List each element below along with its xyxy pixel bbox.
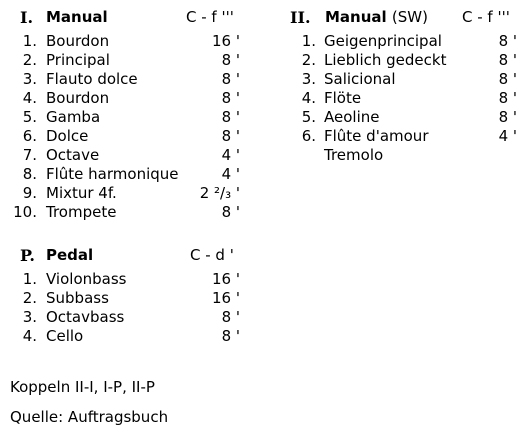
manual-2-stop-list	[270, 32, 525, 165]
stop-number: 2.	[22, 51, 37, 69]
stop-number: 1.	[301, 32, 316, 50]
stop-row	[0, 203, 245, 222]
stop-number: 4.	[301, 89, 316, 107]
pedal-division	[0, 246, 245, 346]
stop-row	[0, 146, 245, 165]
manual-1-header	[0, 8, 245, 27]
stop-number-box	[270, 32, 316, 51]
couplers-text: Koppeln II-I, I-P, II-P	[10, 378, 155, 396]
stop-row	[0, 289, 245, 308]
pedal-stop-list	[0, 270, 245, 346]
stop-pitch: 8 '	[221, 108, 240, 126]
stop-name: Geigenprincipal	[324, 32, 442, 50]
manual-2-division	[270, 8, 525, 165]
manual-2-name-text: Manual	[325, 8, 387, 26]
stop-pitch: 16 '	[212, 270, 240, 288]
stop-name: Subbass	[46, 289, 109, 307]
stop-row	[270, 146, 525, 165]
stop-pitch: 8 '	[221, 51, 240, 69]
stop-number-box	[0, 327, 37, 346]
stop-number: 5.	[301, 108, 316, 126]
stop-pitch: 8 '	[498, 51, 517, 69]
stop-row	[0, 70, 245, 89]
stop-pitch: 8 '	[221, 203, 240, 221]
stop-number: 10.	[13, 203, 37, 221]
stop-row	[270, 70, 525, 89]
stop-row	[270, 32, 525, 51]
stop-pitch: 8 '	[221, 89, 240, 107]
stop-pitch: 8 '	[498, 32, 517, 50]
manual-2-numeral: II.	[290, 8, 311, 27]
stop-number: 4.	[22, 327, 37, 345]
stop-number: 9.	[22, 184, 37, 202]
stop-pitch: 8 '	[221, 70, 240, 88]
stop-pitch: 8 '	[498, 70, 517, 88]
stop-pitch: 2 ²/₃ '	[199, 184, 240, 202]
manual-2-name	[325, 8, 428, 27]
stop-pitch: 16 '	[212, 32, 240, 50]
stop-row	[0, 184, 245, 203]
stop-row	[0, 51, 245, 70]
stop-name: Flauto dolce	[46, 70, 138, 88]
stop-number-box	[0, 289, 37, 308]
stop-number: 7.	[22, 146, 37, 164]
stop-number-box	[0, 308, 37, 327]
stop-number: 8.	[22, 165, 37, 183]
stop-number: 1.	[22, 270, 37, 288]
stop-number-box	[270, 127, 316, 146]
stop-number-box	[0, 127, 37, 146]
stop-number-box	[270, 51, 316, 70]
stop-pitch: 8 '	[221, 308, 240, 326]
stop-name: Bourdon	[46, 32, 110, 50]
stop-row	[0, 327, 245, 346]
stop-row	[270, 108, 525, 127]
stop-row	[0, 270, 245, 289]
stop-name: Flûte harmonique	[46, 165, 179, 183]
stop-row	[0, 308, 245, 327]
stop-number: 3.	[301, 70, 316, 88]
manual-2-range: C - f '''	[462, 8, 510, 26]
stop-row	[270, 51, 525, 70]
stop-name: Aeoline	[324, 108, 380, 126]
manual-2-swell-label: (SW)	[391, 8, 428, 26]
stop-pitch: 4 '	[221, 165, 240, 183]
stop-number-box	[0, 165, 37, 184]
stop-number-box	[0, 146, 37, 165]
stop-number-box	[0, 51, 37, 70]
stop-number-box	[0, 89, 37, 108]
stop-row	[0, 127, 245, 146]
stop-number: 3.	[22, 308, 37, 326]
manual-1-numeral: I.	[20, 8, 34, 27]
manual-1-division	[0, 8, 245, 222]
stop-number: 2.	[301, 51, 316, 69]
manual-2-header	[270, 8, 525, 27]
stop-number: 6.	[22, 127, 37, 145]
stop-number-box	[0, 270, 37, 289]
stop-name: Lieblich gedeckt	[324, 51, 447, 69]
stop-name: Trompete	[46, 203, 117, 221]
pedal-header	[0, 246, 245, 265]
stop-number-box	[0, 70, 37, 89]
stop-number: 3.	[22, 70, 37, 88]
stop-name: Bourdon	[46, 89, 110, 107]
stop-pitch: 8 '	[498, 108, 517, 126]
stop-number: 2.	[22, 289, 37, 307]
stop-name: Tremolo	[324, 146, 384, 164]
manual-1-name: Manual	[46, 8, 108, 26]
pedal-numeral: P.	[20, 246, 35, 265]
stop-name: Principal	[46, 51, 110, 69]
stop-number-box	[270, 70, 316, 89]
stop-number-box	[0, 32, 37, 51]
stop-name: Octave	[46, 146, 100, 164]
source-text: Quelle: Auftragsbuch	[10, 408, 169, 426]
stop-pitch: 8 '	[221, 327, 240, 345]
stop-number-box	[0, 203, 37, 222]
pedal-name: Pedal	[46, 246, 94, 264]
stop-name: Flûte d'amour	[324, 127, 429, 145]
manual-1-stop-list	[0, 32, 245, 222]
stop-name: Gamba	[46, 108, 101, 126]
stop-row	[0, 108, 245, 127]
stop-row	[270, 127, 525, 146]
pedal-range: C - d '	[190, 246, 234, 264]
stop-row	[0, 165, 245, 184]
stop-number-box	[270, 89, 316, 108]
stop-number-box	[270, 108, 316, 127]
stop-number: 4.	[22, 89, 37, 107]
stop-number: 5.	[22, 108, 37, 126]
stop-number: 1.	[22, 32, 37, 50]
stop-row	[0, 32, 245, 51]
stop-name: Dolce	[46, 127, 89, 145]
stop-name: Cello	[46, 327, 84, 345]
stop-pitch: 8 '	[221, 127, 240, 145]
stop-number: 6.	[301, 127, 316, 145]
stop-name: Octavbass	[46, 308, 125, 326]
stop-row	[0, 89, 245, 108]
stop-number-box	[0, 184, 37, 203]
stop-name: Mixtur 4f.	[46, 184, 117, 202]
stop-number-box	[0, 108, 37, 127]
stop-row	[270, 89, 525, 108]
stop-name: Salicional	[324, 70, 396, 88]
stop-pitch: 16 '	[212, 289, 240, 307]
stop-pitch: 4 '	[498, 127, 517, 145]
stop-pitch: 8 '	[498, 89, 517, 107]
stop-pitch: 4 '	[221, 146, 240, 164]
manual-1-range: C - f '''	[186, 8, 234, 26]
stop-number-box	[270, 146, 316, 165]
stop-name: Flöte	[324, 89, 362, 107]
stop-name: Violonbass	[46, 270, 127, 288]
